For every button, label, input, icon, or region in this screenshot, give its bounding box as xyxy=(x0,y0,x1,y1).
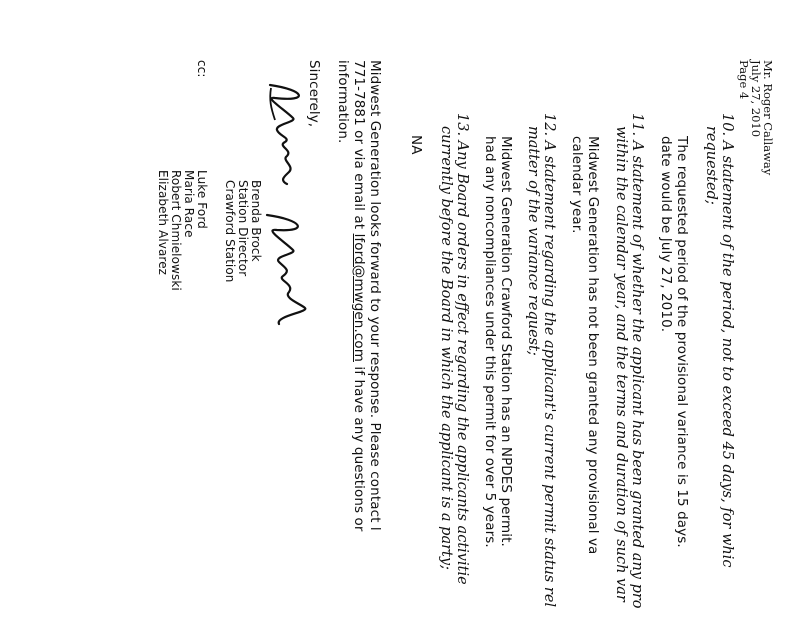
item12-question-line1: 12. A statement regarding the applicant's current permit status rel xyxy=(541,113,557,608)
cc-name-4: Elizabeth Alvarez xyxy=(156,170,170,276)
cc-name-2: Maria Race xyxy=(182,170,196,238)
item11-question-line2: within the calendar year, and the terms and duration of such var xyxy=(613,126,629,602)
signer-name: Brenda Brock xyxy=(249,180,263,262)
closing-line2-prefix: 771-7881 or via email at xyxy=(351,60,367,234)
closing-line2 xyxy=(351,60,367,532)
item10-answer-line1: The requested period of the provisional variance is 15 days. xyxy=(674,136,690,548)
recipient-name: Mr. Roger Callaway xyxy=(761,60,775,176)
page-number: Page 4 xyxy=(737,60,751,100)
item11-answer-line2: calendar year. xyxy=(569,136,585,234)
cc-label: cc: xyxy=(195,60,209,78)
item13-question-line1: 13. Any Board orders in effect regarding the applicants activitie xyxy=(454,113,470,585)
cc-name-3: Robert Chmielowski xyxy=(169,170,183,291)
closing-line1: Midwest Generation looks forward to your response. Please contact l xyxy=(367,60,383,531)
item13-answer: NA xyxy=(408,135,424,155)
item10-question-line2: requested; xyxy=(703,126,719,205)
signature-image xyxy=(255,80,315,340)
closing-line3: information. xyxy=(335,60,351,144)
item12-answer-line2: had any noncompliances under this permit for over 5 years. xyxy=(482,136,498,548)
cc-name-1: Luke Ford xyxy=(195,170,209,229)
email-link[interactable]: lford@mwgen.com xyxy=(351,233,367,362)
closing-line2-suffix: if have any questions or xyxy=(351,361,367,532)
item10-question-line1: 10. A statement of the period, not to exceed 45 days, for whic xyxy=(719,113,735,568)
signer-title: Station Director xyxy=(236,180,250,277)
item12-question-line2: matter of the variance request; xyxy=(525,126,541,356)
item10-answer-line2: date would be July 27, 2010. xyxy=(658,136,674,333)
signer-station: Crawford Station xyxy=(223,180,237,283)
sincerely-text: Sincerely, xyxy=(306,60,322,128)
item11-answer-line1: Midwest Generation has not been granted any provisional va xyxy=(585,136,601,555)
item12-answer-line1: Midwest Generation Crawford Station has an NPDES permit. xyxy=(498,136,514,547)
item13-question-line2: currently before the Board in which the applicant is a party; xyxy=(438,126,454,570)
item11-question-line1: 11. A statement of whether the applicant has been granted any pro xyxy=(629,113,645,609)
letter-date: July 27, 2010 xyxy=(749,60,763,138)
